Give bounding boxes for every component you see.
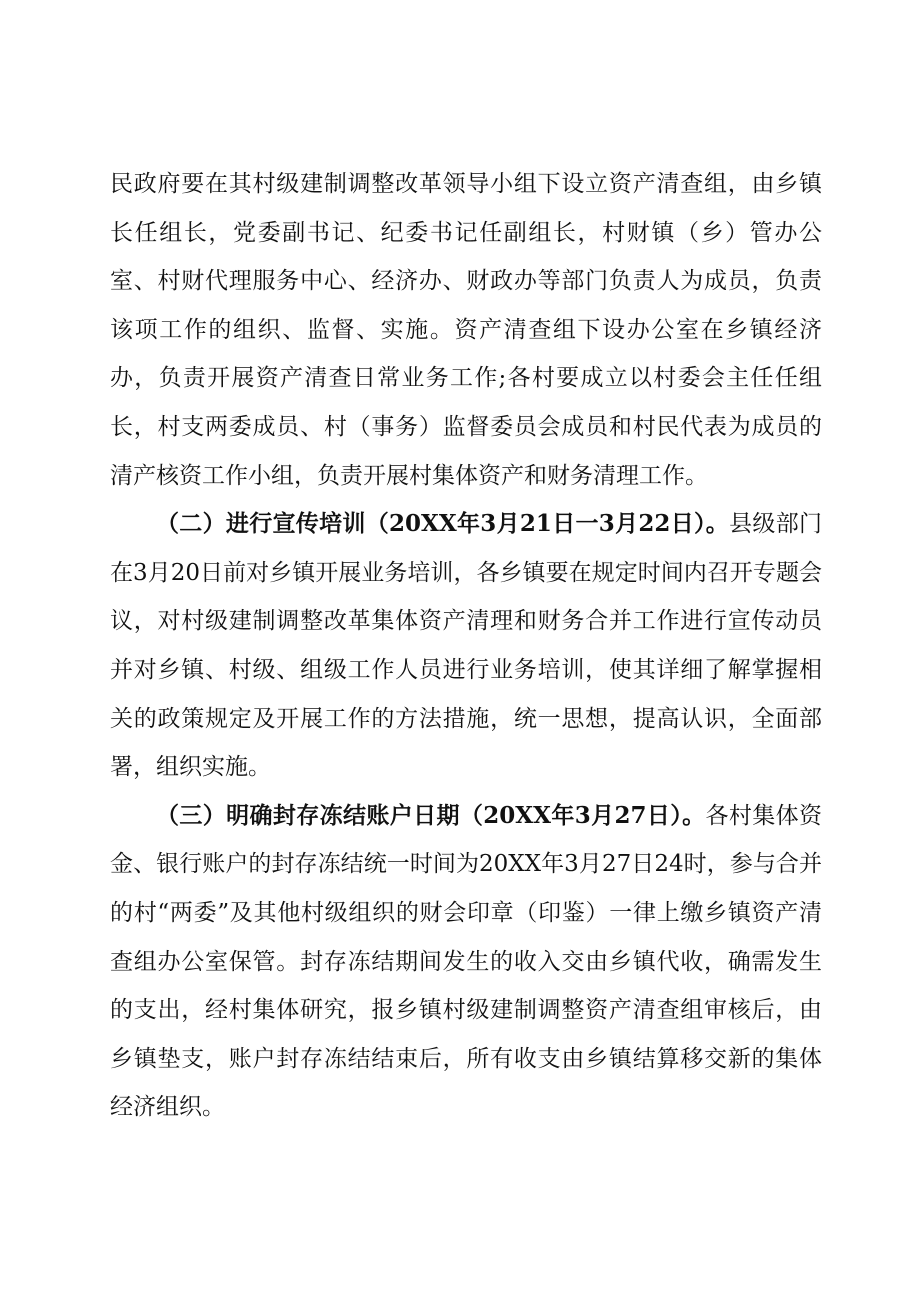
paragraph-account-freeze xyxy=(110,792,822,1132)
section-heading-3: （三）明确封存冻结账户日期（20XX年3月27日）。 xyxy=(156,801,706,829)
section-heading-2: （二）进行宣传培训（20XX年3月21日一3月22日）。 xyxy=(156,510,730,538)
paragraph-asset-inventory-group xyxy=(110,160,822,500)
paragraph-text: 各村集体资金、银行账户的封存冻结统一时间为20XX年3月27日24时，参与合并的村“两委”及其他村级组织的财会印章（印鉴）一律上缴乡镇资产清查组办公室保管。封存冻结期间发生的收入交由乡镇代收，确需发生的支出，经村集体研究，报乡镇村级建制调整资产清查组审核后，由乡镇垫支，账户封存冻结结束后，所有收支由乡镇结算移交新的集体经济组织。 xyxy=(110,802,822,1121)
document-page xyxy=(110,160,822,1132)
paragraph-publicity-training xyxy=(110,500,822,792)
paragraph-text: 民政府要在其村级建制调整改革领导小组下设立资产清查组，由乡镇长任组长，党委副书记、纪委书记任副组长，村财镇（乡）管办公室、村财代理服务中心、经济办、财政办等部门负责人为成员，负责该项工作的组织、监督、实施。资产清查组下设办公室在乡镇经济办，负责开展资产清查日常业务工作;各村要成立以村委会主任任组长，村支两委成员、村（事务）监督委员会成员和村民代表为成员的清产核资工作小组，负责开展村集体资产和财务清理工作。 xyxy=(110,171,822,489)
paragraph-text: 县级部门在3月20日前对乡镇开展业务培训，各乡镇要在规定时间内召开专题会议，对村级建制调整改革集体资产清理和财务合并工作进行宣传动员并对乡镇、村级、组级工作人员进行业务培训，使其详细了解掌握相关的政策规定及开展工作的方法措施，统一思想，提高认识，全面部署，组织实施。 xyxy=(110,511,823,781)
